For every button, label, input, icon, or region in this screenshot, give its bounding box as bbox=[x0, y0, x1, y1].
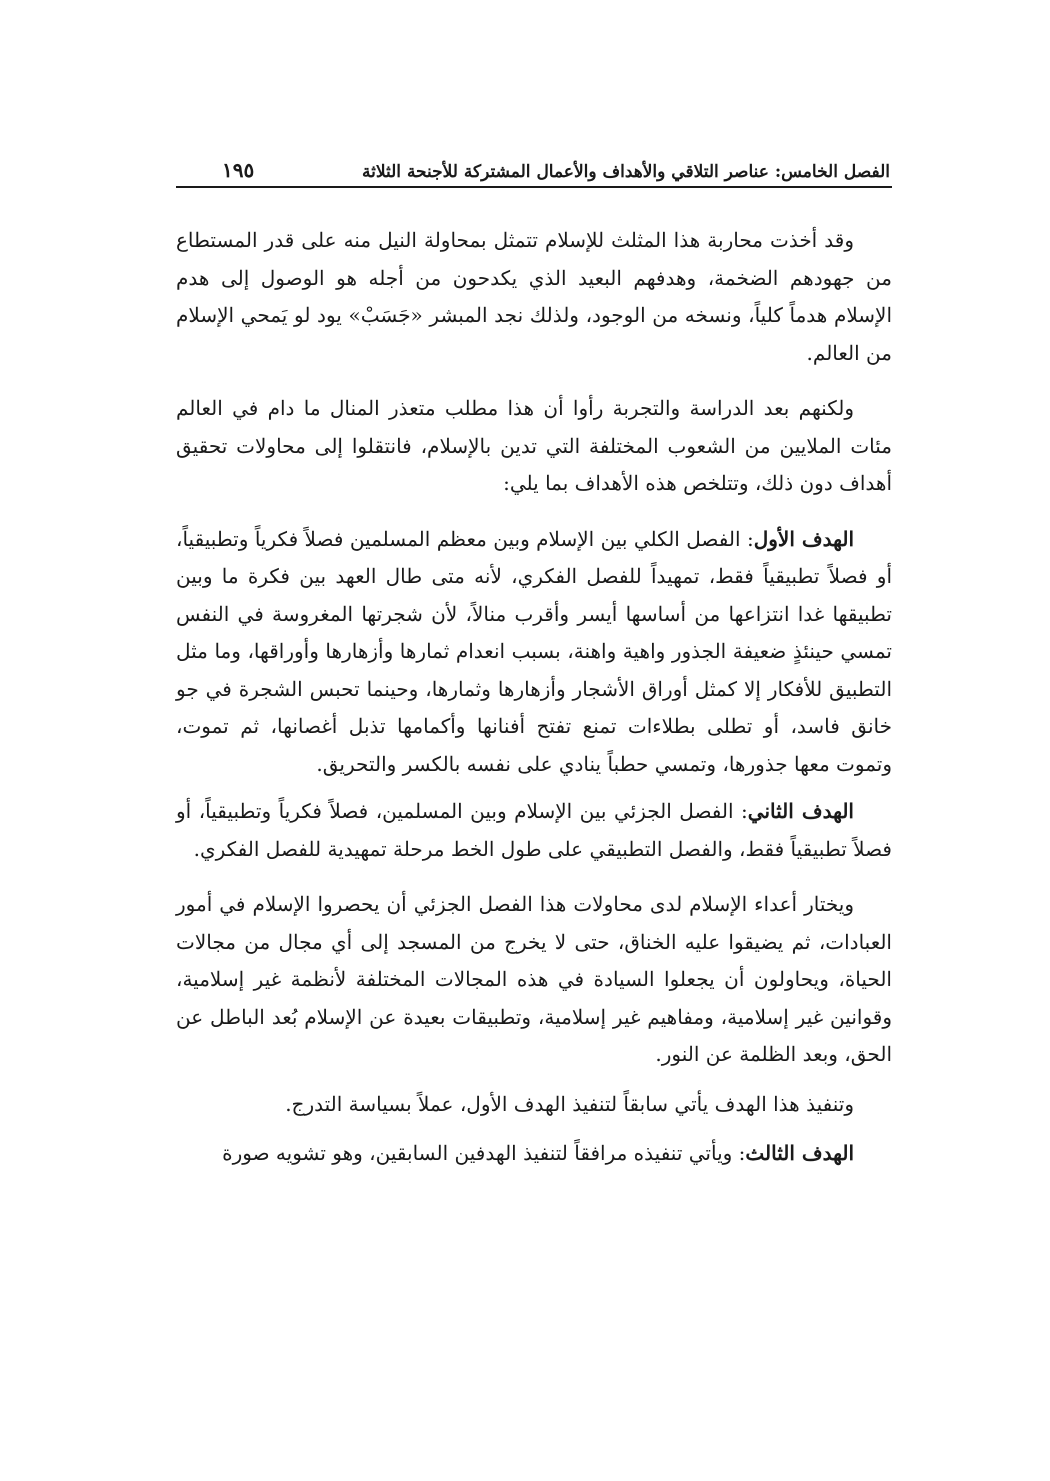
goal-1-heading: الهدف الأول bbox=[753, 526, 855, 551]
body-text bbox=[176, 222, 892, 1173]
paragraph-goal-1 bbox=[176, 521, 892, 784]
running-header bbox=[176, 150, 892, 188]
goal-2-text: : الفصل الجزئي بين الإسلام وبين المسلمين، فصلاً فكرياً وتطبيقياً، أو فصلاً تطبيقياً فقط، والفصل التطبيقي على طول الخط مرحلة تمهيدية للفصل الفكري. bbox=[176, 799, 892, 861]
goal-3-heading: الهدف الثالث bbox=[745, 1141, 854, 1165]
paragraph-1 bbox=[176, 222, 892, 372]
goal-1-text: : الفصل الكلي بين الإسلام وبين معظم المسلمين فصلاً فكرياً وتطبيقياً، أو فصلاً تطبيقياً فقط، تمهيداً للفصل الفكري، لأنه متى طال العهد بين فكرة ما وبين تطبيقها غدا انتزاعها من أساسها أيسر وأقرب منالاً، لأن شجرتها المغروسة في النفس تمسي حينئذٍ ضعيفة الجذور واهية واهنة، بسبب انعدام ثمارها وأزهارها وأوراقها، وما مثل التطبيق للأفكار إلا كمثل أوراق الأشجار وأزهارها وثمارها، وحينما تحبس الشجرة في جو خانق فاسد، أو تطلى بطلاءات تمنع تفتح أفنانها وأكمامها تذبل أغصانها، ثم تموت، وتموت معها جذورها، وتمسي حطباً ينادي على نفسه بالكسر والتحريق. bbox=[176, 526, 892, 776]
paragraph-5 bbox=[176, 886, 892, 1074]
paragraph-goal-3 bbox=[176, 1135, 892, 1173]
chapter-title: الفصل الخامس: عناصر التلاقي والأهداف والأعمال المشتركة للأجنحة الثلاثة bbox=[362, 162, 890, 182]
paragraph-6-text: وتنفيذ هذا الهدف يأتي سابقاً لتنفيذ الهدف الأول، عملاً بسياسة التدرج. bbox=[285, 1091, 854, 1116]
paragraph-5-text: ويختار أعداء الإسلام لدى محاولات هذا الفصل الجزئي أن يحصروا الإسلام في أمور العبادات، ثم يضيقوا عليه الخناق، حتى لا يخرج من المسجد إلى أي مجال من مجالات الحياة، ويحاولون أن يجعلوا السيادة في هذه المجالات المختلفة لأنظمة غير إسلامية، وقوانين غير إسلامية، ومفاهيم غير إسلامية، وتطبيقات بعيدة عن الإسلام بُعد الباطل عن الحق، وبعد الظلمة عن النور. bbox=[176, 892, 892, 1066]
page-number: ١٩٥ bbox=[222, 158, 255, 182]
goal-3-text: : ويأتي تنفيذه مرافقاً لتنفيذ الهدفين السابقين، وهو تشويه صورة bbox=[222, 1141, 746, 1165]
paragraph-6 bbox=[176, 1086, 892, 1124]
paragraph-goal-2 bbox=[176, 793, 892, 868]
book-page bbox=[176, 150, 892, 1330]
goal-2-heading: الهدف الثاني bbox=[747, 799, 854, 823]
paragraph-2 bbox=[176, 390, 892, 503]
paragraph-1-text: وقد أخذت محاربة هذا المثلث للإسلام تتمثل بمحاولة النيل منه على قدر المستطاع من جهودهم الضخمة، وهدفهم البعيد الذي يكدحون من أجله هو الوصول إلى هدم الإسلام هدماً كلياً، ونسخه من الوجود، ولذلك نجد المبشر «جَسَبْ» يود لو يَمحي الإسلام من العالم. bbox=[176, 228, 892, 365]
paragraph-2-text: ولكنهم بعد الدراسة والتجربة رأوا أن هذا مطلب متعذر المنال ما دام في العالم مئات الملايين من الشعوب المختلفة التي تدين بالإسلام، فانتقلوا إلى محاولات تحقيق أهداف دون ذلك، وتتلخص هذه الأهداف بما يلي: bbox=[176, 396, 892, 495]
